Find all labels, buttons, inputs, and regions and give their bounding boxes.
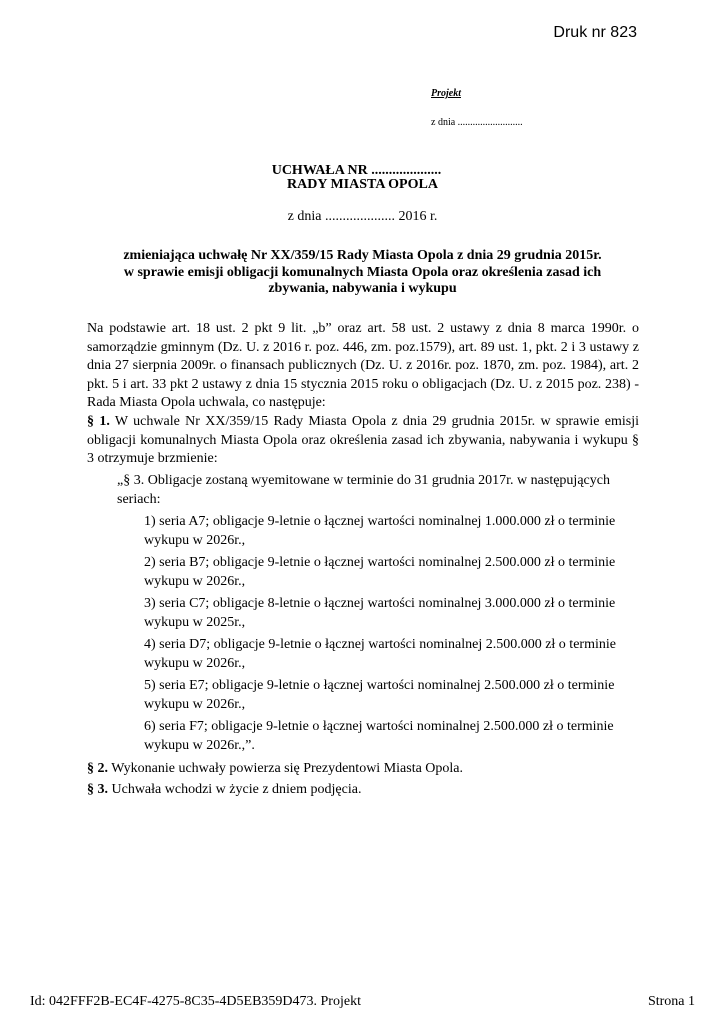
list-item: 5) seria E7; obligacje 9-letnie o łącznej wartości nominalnej 2.500.000 zł o terminie wykupu w 2026r., — [144, 678, 615, 712]
quoted-section: „§ 3. Obligacje zostaną wyemitowane w terminie do 31 grudnia 2017r. w następujących seriach: — [117, 473, 610, 507]
section-1 — [87, 413, 639, 469]
document-number: Druk nr 823 — [553, 24, 637, 41]
preamble: Na podstawie art. 18 ust. 2 pkt 9 lit. „b” oraz art. 58 ust. 2 ustawy z dnia 8 marca 1990r. o samorządzie gminnym (Dz. U. z 2016 r. poz. 446, zm. poz.1579), art. 89 ust. 1, pkt. 2 i 3 ustawy z dnia 27 sierpnia 2009r. o finansach publicznych (Dz. U. z 2016r. poz. 1870, zm. poz. 1984), art. 2 pkt. 5 i art. 33 pkt 2 ustawy z dnia 15 stycznia 2015 roku o obligacjach (Dz. U. z 2015 poz. 238) - Rada Miasta Opola uchwala, co następuje: — [87, 321, 639, 410]
resolution-date: z dnia .................... 2016 r. — [287, 209, 438, 224]
list-item: 2) seria B7; obligacje 9-letnie o łącznej wartości nominalnej 2.500.000 zł o terminie wykupu w 2026r., — [144, 555, 616, 589]
subject-line-1: zmieniająca uchwałę Nr XX/359/15 Rady Miasta Opola z dnia 29 grudnia 2015r. — [123, 248, 602, 263]
project-label: Projekt — [431, 88, 461, 99]
section-3-label: § 3. — [87, 782, 108, 797]
resolution-title: UCHWAŁA NR .................... — [271, 163, 442, 178]
section-3-text: Uchwała wchodzi w życie z dniem podjęcia. — [108, 782, 362, 797]
section-1-label: § 1. — [87, 414, 110, 429]
section-1-text: W uchwale Nr XX/359/15 Rady Miasta Opola z dnia 29 grudnia 2015r. w sprawie emisji obligacji komunalnych Miasta Opola oraz określenia zasad ich zbywania, nabywania i wykupu § 3 otrzymuje brzmienie: — [87, 414, 639, 466]
list-item: 1) seria A7; obligacje 9-letnie o łącznej wartości nominalnej 1.000.000 zł o terminie wykupu w 2026r., — [144, 514, 616, 548]
section-3 — [87, 781, 639, 800]
list-item: 3) seria C7; obligacje 8-letnie o łącznej wartości nominalnej 3.000.000 zł o terminie wykupu w 2025r., — [144, 596, 616, 630]
list-item: 4) seria D7; obligacje 9-letnie o łącznej wartości nominalnej 2.500.000 zł o terminie wykupu w 2026r., — [144, 637, 616, 671]
footer-id: Id: 042FFF2B-EC4F-4275-8C35-4D5EB359D473. Projekt — [30, 994, 361, 1009]
page-number: Strona 1 — [647, 994, 695, 1009]
subject-line-3: zbywania, nabywania i wykupu — [268, 281, 457, 296]
council-title: RADY MIASTA OPOLA — [287, 177, 438, 192]
project-date: z dnia .......................... — [431, 117, 523, 128]
subject-line-2: w sprawie emisji obligacji komunalnych Miasta Opola oraz określenia zasad ich — [123, 264, 602, 280]
section-2 — [87, 760, 639, 779]
list-item: 6) seria F7; obligacje 9-letnie o łącznej wartości nominalnej 2.500.000 zł o terminie wykupu w 2026r.,”. — [144, 719, 614, 753]
section-2-label: § 2. — [87, 761, 108, 776]
subject — [0, 248, 725, 298]
section-2-text: Wykonanie uchwały powierza się Prezydentowi Miasta Opola. — [108, 761, 464, 776]
